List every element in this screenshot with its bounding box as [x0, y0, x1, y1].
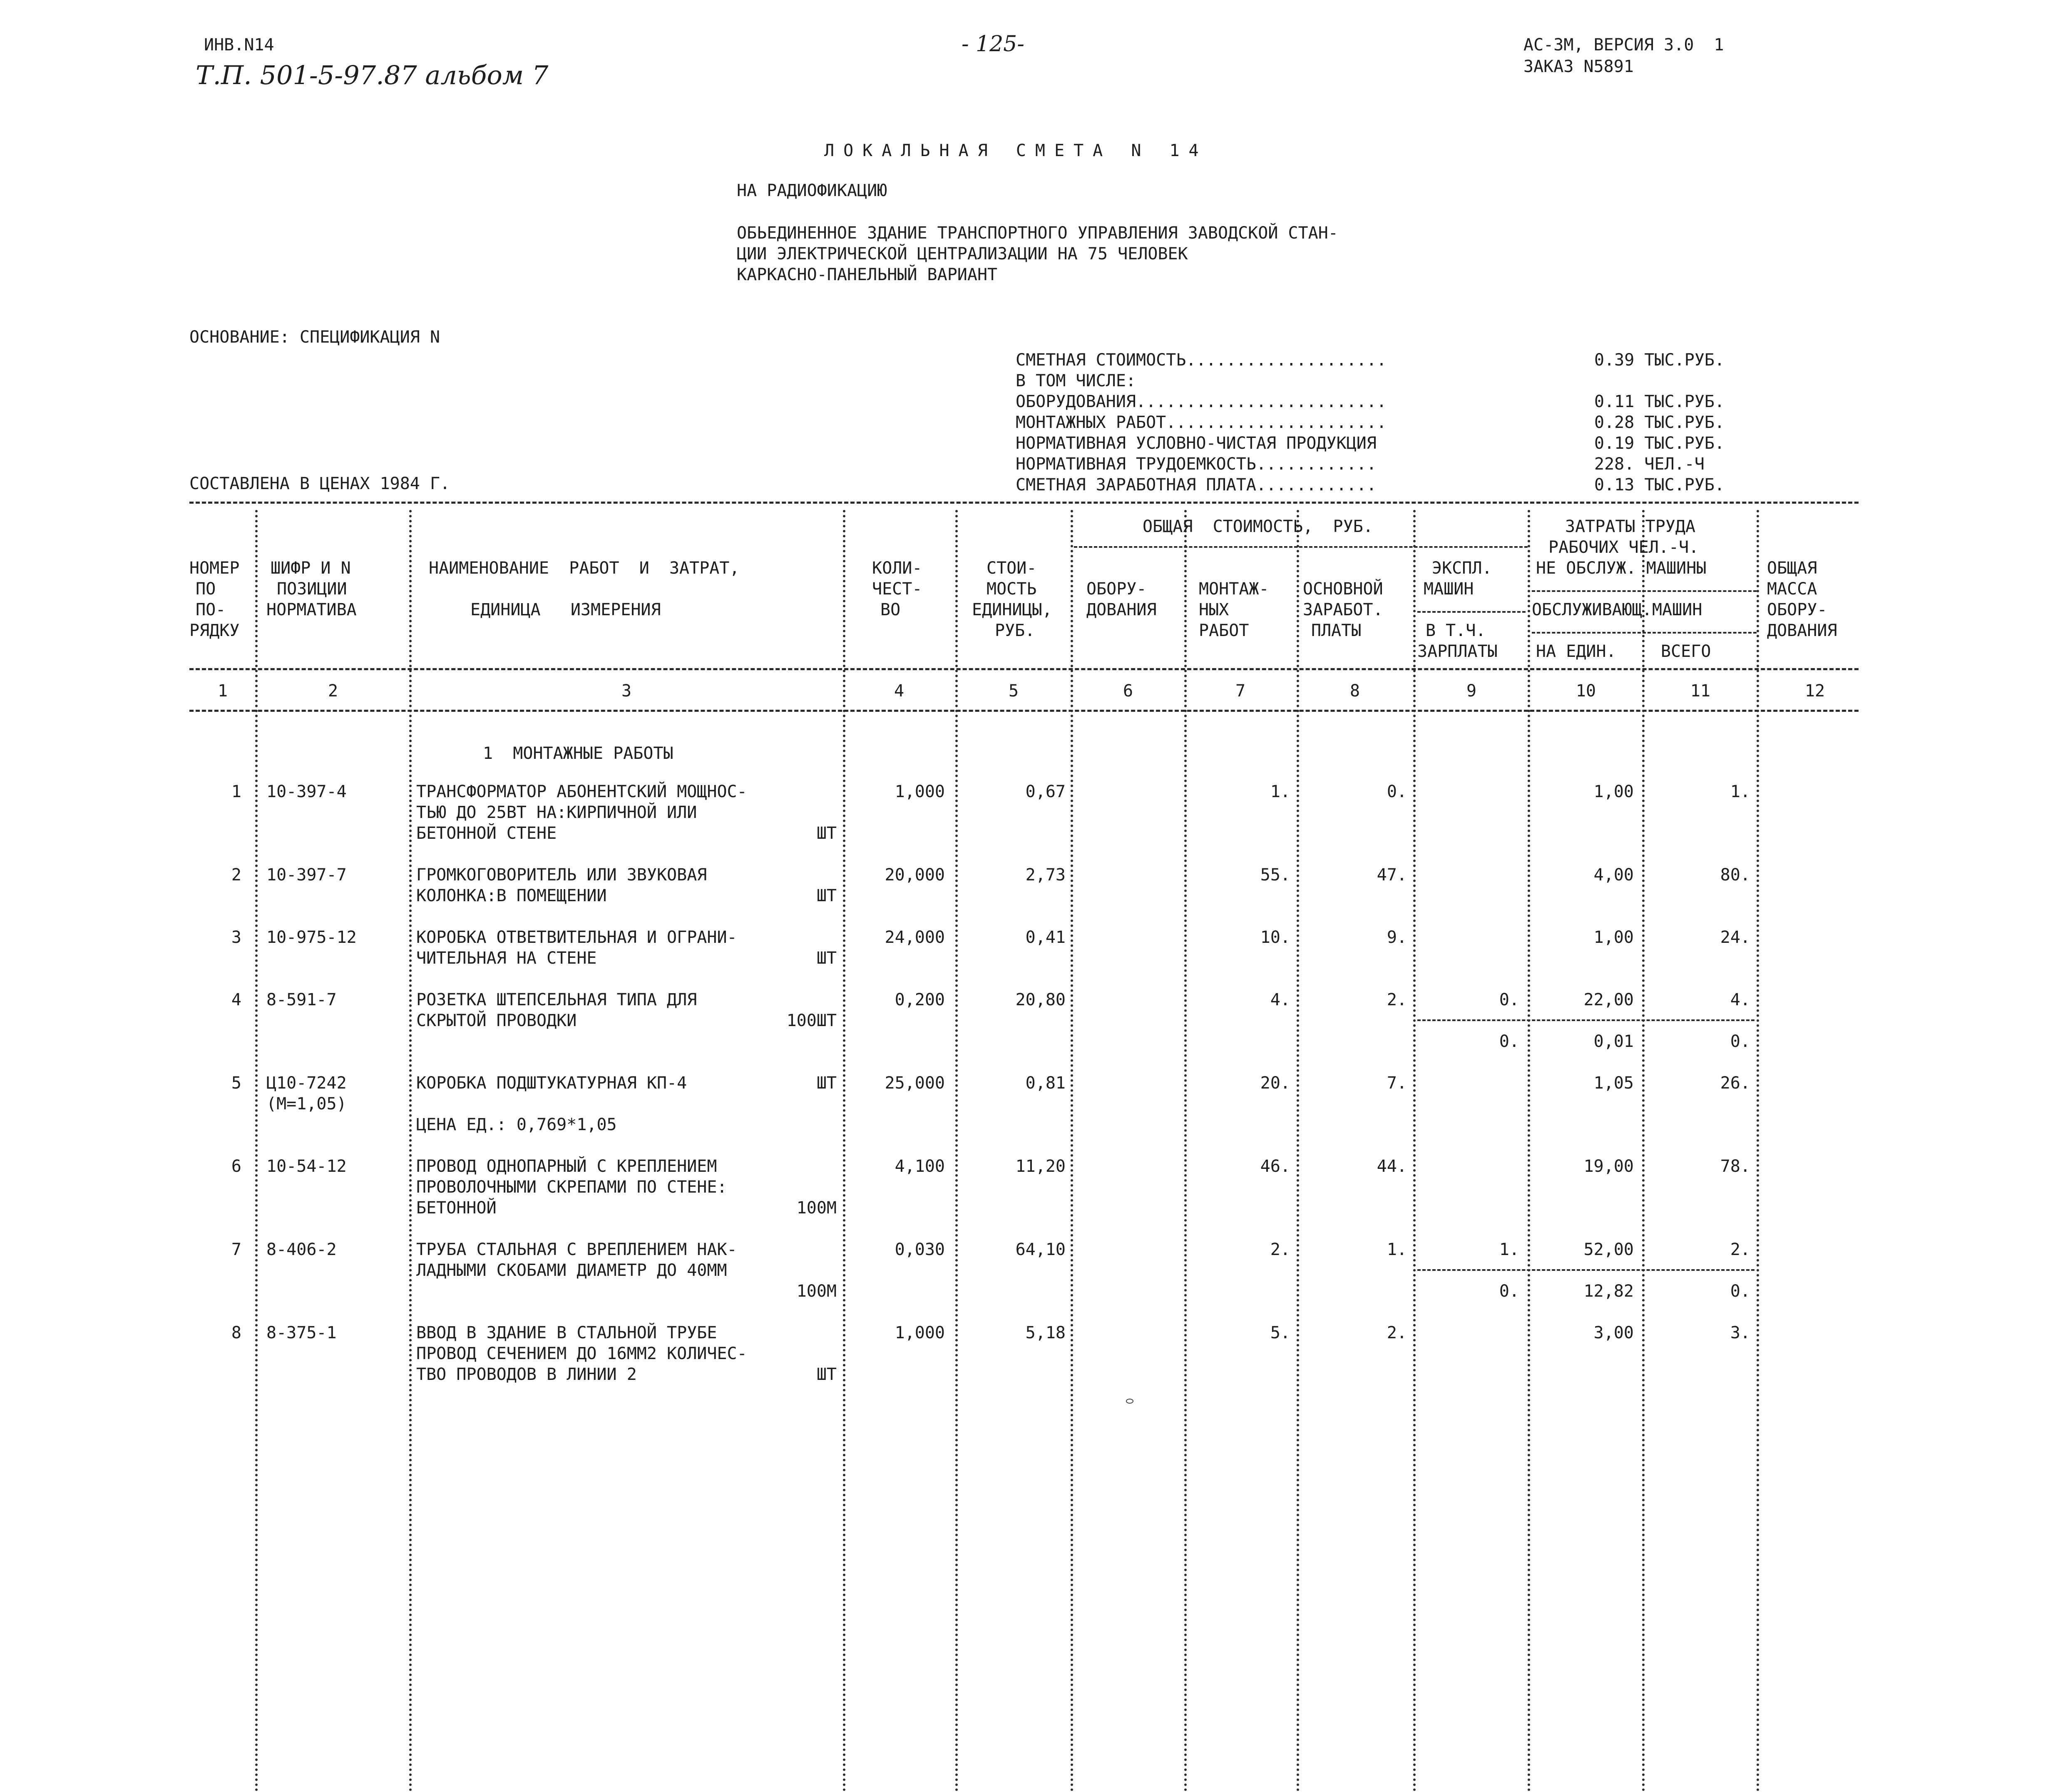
row-unit-price: 11,20	[1015, 1157, 1066, 1176]
row-unit: 100М	[796, 1198, 837, 1218]
col-12-header: ДОВАНИЯ	[1767, 621, 1837, 640]
row-basic-wage: 2.	[1387, 990, 1407, 1009]
row-number: 5	[231, 1074, 241, 1093]
row-labor-per-unit: 52,00	[1583, 1240, 1634, 1259]
labor-group-header: ЗАТРАТЫ ТРУДА	[1565, 517, 1696, 536]
row-labor-per-unit: 22,00	[1583, 990, 1634, 1009]
col-11-header: ВСЕГО	[1661, 642, 1711, 661]
row-installation-cost: 2.	[1270, 1240, 1290, 1259]
row-unit-price: 2,73	[1025, 865, 1066, 885]
row-code: 8-591-7	[266, 990, 337, 1009]
row-number: 8	[231, 1323, 241, 1342]
program-version: АС-3М, ВЕРСИЯ 3.0 1	[1523, 35, 1724, 55]
row-name-line: ТРУБА СТАЛЬНАЯ С ВРЕПЛЕНИЕМ НАК-	[416, 1240, 737, 1259]
cost-group-header: ОБЩАЯ СТОИМОСТЬ, РУБ.	[1143, 517, 1373, 536]
column-separator	[409, 510, 412, 1792]
row-installation-cost: 5.	[1270, 1323, 1290, 1342]
row-labor-per-unit: 3,00	[1593, 1323, 1634, 1342]
row-basic-wage: 44.	[1377, 1157, 1407, 1176]
row-sub-machine-wage: 0.	[1499, 1282, 1519, 1301]
summary-label: НОРМАТИВНАЯ ТРУДОЕМКОСТЬ............	[1016, 455, 1377, 474]
row-code: (М=1,05)	[266, 1094, 347, 1113]
row-number: 7	[231, 1240, 241, 1259]
row-basic-wage: 2.	[1387, 1323, 1407, 1342]
col-5-header: СТОИ-	[987, 559, 1037, 578]
row-labor-total: 1.	[1730, 782, 1750, 801]
col-2-header: НОРМАТИВА	[266, 600, 357, 619]
row-unit: ШТ	[816, 886, 837, 905]
row-labor-per-unit: 1,00	[1593, 782, 1634, 801]
column-separator	[1413, 510, 1416, 1792]
labor-group-header: РАБОЧИХ ЧЕЛ.-Ч.	[1548, 538, 1699, 557]
col-6-header: ДОВАНИЯ	[1086, 600, 1157, 619]
summary-label: СМЕТНАЯ ЗАРАБОТНАЯ ПЛАТА............	[1016, 475, 1377, 495]
summary-label: ОБОРУДОВАНИЯ.........................	[1016, 392, 1387, 411]
row-labor-per-unit: 4,00	[1593, 865, 1634, 885]
row-name-line: КОЛОНКА:В ПОМЕЩЕНИИ	[416, 886, 607, 905]
object-description-line-2: ЦИИ ЭЛЕКТРИЧЕСКОЙ ЦЕНТРАЛИЗАЦИИ НА 75 ЧЕЛОВЕК	[737, 244, 1188, 263]
row-basic-wage: 47.	[1377, 865, 1407, 885]
col-12-header: МАССА	[1767, 579, 1817, 599]
summary-label: СМЕТНАЯ СТОИМОСТЬ....................	[1016, 350, 1387, 370]
row-name-line: ПРОВОЛОЧНЫМИ СКРЕПАМИ ПО СТЕНЕ:	[416, 1178, 727, 1197]
column-separator	[1071, 510, 1073, 1792]
row-code: 8-406-2	[266, 1240, 337, 1259]
row-installation-cost: 55.	[1260, 865, 1290, 885]
row-labor-per-unit: 19,00	[1583, 1157, 1634, 1176]
row-name-line: ГРОМКОГОВОРИТЕЛЬ ИЛИ ЗВУКОВАЯ	[416, 865, 707, 885]
page-number: - 125-	[962, 32, 1024, 57]
column-number: 2	[328, 681, 338, 701]
col-1-header: ПО	[196, 579, 216, 599]
row-installation-cost: 4.	[1270, 990, 1290, 1009]
row-price-note: ЦЕНА ЕД.: 0,769*1,05	[416, 1115, 617, 1134]
row-machine-cost: 1.	[1499, 1240, 1519, 1259]
inventory-number: ИНВ.N14	[204, 35, 274, 55]
row-number: 4	[231, 990, 241, 1009]
labor-sub-header: НЕ ОБСЛУЖ. МАШИНЫ	[1536, 559, 1707, 578]
row-quantity: 1,000	[895, 1323, 945, 1342]
row-unit-price: 0,41	[1025, 928, 1066, 947]
object-description-line-3: КАРКАСНО-ПАНЕЛЬНЫЙ ВАРИАНТ	[737, 265, 998, 284]
row-sub-labor-per-unit: 0,01	[1593, 1032, 1634, 1051]
summary-value: 228. ЧЕЛ.-Ч	[1594, 455, 1705, 474]
column-number: 7	[1235, 681, 1246, 701]
basis-line: ОСНОВАНИЕ: СПЕЦИФИКАЦИЯ N	[189, 328, 440, 347]
row-unit: ШТ	[816, 1074, 837, 1093]
row-installation-cost: 20.	[1260, 1074, 1290, 1093]
row-unit: ШТ	[816, 1365, 837, 1384]
row-unit-price: 20,80	[1015, 990, 1066, 1009]
row-name-line: РОЗЕТКА ШТЕПСЕЛЬНАЯ ТИПА ДЛЯ	[416, 990, 697, 1009]
row-code: 8-375-1	[266, 1323, 337, 1342]
column-number: 3	[621, 681, 632, 701]
col-9-header: В Т.Ч.	[1426, 621, 1486, 640]
row-code: 10-397-4	[266, 782, 347, 801]
table-number-rule	[189, 710, 1859, 712]
row-sub-labor-per-unit: 12,82	[1583, 1282, 1634, 1301]
col-7-header: МОНТАЖ-	[1199, 579, 1269, 599]
col-3-header-unit: ЕДИНИЦА ИЗМЕРЕНИЯ	[470, 600, 661, 619]
col-7-header: НЫХ	[1199, 600, 1229, 619]
row-labor-total: 26.	[1720, 1074, 1750, 1093]
col-2-header: ШИФР И N	[271, 559, 351, 578]
row-labor-total: 80.	[1720, 865, 1750, 885]
col-5-header: ЕДИНИЦЫ,	[972, 600, 1052, 619]
row-unit: 100М	[796, 1282, 837, 1301]
column-separator	[1184, 510, 1187, 1792]
summary-value: 0.19 ТЫС.РУБ.	[1594, 434, 1725, 453]
col-1-header: НОМЕР	[189, 559, 240, 578]
col-1-header: ПО-	[196, 600, 226, 619]
col-8-header: ОСНОВНОЙ	[1303, 579, 1383, 599]
row-number: 2	[231, 865, 241, 885]
col-9-header: ЭКСПЛ.	[1432, 559, 1492, 578]
labor-sub-rule	[1532, 632, 1757, 634]
row-code: 10-397-7	[266, 865, 347, 885]
row-quantity: 24,000	[885, 928, 945, 947]
row-labor-total: 3.	[1730, 1323, 1750, 1342]
summary-label: НОРМАТИВНАЯ УСЛОВНО-ЧИСТАЯ ПРОДУКЦИЯ	[1016, 434, 1377, 453]
summary-value: 0.39 ТЫС.РУБ.	[1594, 350, 1725, 370]
object-description-line-1: ОБЬЕДИНЕННОЕ ЗДАНИЕ ТРАНСПОРТНОГО УПРАВЛЕНИЯ ЗАВОДСКОЙ СТАН-	[737, 224, 1338, 243]
row-labor-total: 24.	[1720, 928, 1750, 947]
order-number: ЗАКАЗ N5891	[1523, 57, 1634, 76]
labor-sub-rule	[1532, 590, 1757, 592]
row-number: 3	[231, 928, 241, 947]
column-separator	[255, 510, 258, 1792]
cost-group-rule	[1074, 546, 1528, 548]
col-6-header: ОБОРУ-	[1086, 579, 1147, 599]
row-name-line: ТВО ПРОВОДОВ В ЛИНИИ 2	[416, 1365, 637, 1384]
row-name-line: ТЬЮ ДО 25ВТ НА:КИРПИЧНОЙ ИЛИ	[416, 803, 697, 822]
row-name-line: ЧИТЕЛЬНАЯ НА СТЕНЕ	[416, 949, 597, 968]
row-name-line: ПРОВОД СЕЧЕНИЕМ ДО 16ММ2 КОЛИЧЕС-	[416, 1344, 747, 1363]
column-separator	[1528, 510, 1530, 1792]
row-unit: 100ШТ	[786, 1011, 837, 1030]
row-quantity: 4,100	[895, 1157, 945, 1176]
row-name-line: КОРОБКА ОТВЕТВИТЕЛЬНАЯ И ОГРАНИ-	[416, 928, 737, 947]
column-separator	[843, 510, 845, 1792]
row-name-line: ЛАДНЫМИ СКОБАМИ ДИАМЕТР ДО 40ММ	[416, 1261, 727, 1280]
col-9-header: МАШИН	[1424, 579, 1474, 599]
summary-value: 0.13 ТЫС.РУБ.	[1594, 475, 1725, 495]
row-code: 10-975-12	[266, 928, 357, 947]
summary-value: 0.11 ТЫС.РУБ.	[1594, 392, 1725, 411]
col-5-header: МОСТЬ	[987, 579, 1037, 599]
row-unit: ШТ	[816, 824, 837, 843]
row-installation-cost: 46.	[1260, 1157, 1290, 1176]
table-top-rule	[189, 502, 1859, 504]
row-number: 1	[231, 782, 241, 801]
column-separator	[1297, 510, 1299, 1792]
row-quantity: 0,030	[895, 1240, 945, 1259]
row-unit-price: 5,18	[1025, 1323, 1066, 1342]
column-separator	[1642, 510, 1645, 1792]
col-2-header: ПОЗИЦИИ	[277, 579, 347, 599]
col-7-header: РАБОТ	[1199, 621, 1249, 640]
row-basic-wage: 1.	[1387, 1240, 1407, 1259]
row-name-line: ПРОВОД ОДНОПАРНЫЙ С КРЕПЛЕНИЕМ	[416, 1157, 717, 1176]
row-labor-total: 78.	[1720, 1157, 1750, 1176]
column-separator	[1757, 510, 1759, 1792]
row-sub-machine-wage: 0.	[1499, 1032, 1519, 1051]
row-sub-labor-total: 0.	[1730, 1032, 1750, 1051]
row-quantity: 0,200	[895, 990, 945, 1009]
row-sub-rule	[1417, 1019, 1754, 1021]
column-number: 11	[1690, 681, 1711, 701]
project-reference: Т.П. 501-5-97.87 альбом 7	[196, 60, 549, 90]
column-number: 5	[1008, 681, 1019, 701]
row-unit-price: 0,81	[1025, 1074, 1066, 1093]
row-unit-price: 0,67	[1025, 782, 1066, 801]
column-number: 4	[894, 681, 905, 701]
row-unit-price: 64,10	[1015, 1240, 1066, 1259]
col-8-header: ЗАРАБОТ.	[1303, 600, 1383, 619]
col-8-header: ПЛАТЫ	[1311, 621, 1362, 640]
column-number: 12	[1804, 681, 1825, 701]
row-name-line: СКРЫТОЙ ПРОВОДКИ	[416, 1011, 577, 1030]
column-number: 10	[1575, 681, 1596, 701]
row-basic-wage: 7.	[1387, 1074, 1407, 1093]
row-number: 6	[231, 1157, 241, 1176]
labor-sub-header: ОБСЛУЖИВАЮЩ.МАШИН	[1532, 600, 1702, 619]
row-name-line: ТРАНСФОРМАТОР АБОНЕНТСКИЙ МОЩНОС-	[416, 782, 747, 801]
price-basis-line: СОСТАВЛЕНА В ЦЕНАХ 1984 Г.	[189, 474, 450, 493]
row-labor-per-unit: 1,05	[1593, 1074, 1634, 1093]
row-quantity: 1,000	[895, 782, 945, 801]
row-name-line: КОРОБКА ПОДШТУКАТУРНАЯ КП-4	[416, 1074, 687, 1093]
row-quantity: 20,000	[885, 865, 945, 885]
summary-label: В ТОМ ЧИСЛЕ:	[1016, 371, 1136, 390]
row-installation-cost: 10.	[1260, 928, 1290, 947]
row-code: 10-54-12	[266, 1157, 347, 1176]
col-9-header: ЗАРПЛАТЫ	[1417, 642, 1498, 661]
row-quantity: 25,000	[885, 1074, 945, 1093]
row-name-line: БЕТОННОЙ СТЕНЕ	[416, 824, 557, 843]
column-number: 1	[217, 681, 228, 701]
column-number: 6	[1123, 681, 1133, 701]
row-basic-wage: 9.	[1387, 928, 1407, 947]
col-1-header: РЯДКУ	[189, 621, 240, 640]
col-5-header: РУБ.	[995, 621, 1035, 640]
col-4-header: КОЛИ-	[872, 559, 922, 578]
document-subject: НА РАДИОФИКАЦИЮ	[737, 181, 887, 200]
row-sub-rule	[1417, 1269, 1754, 1271]
row-labor-per-unit: 1,00	[1593, 928, 1634, 947]
summary-value: 0.28 ТЫС.РУБ.	[1594, 413, 1725, 432]
document-title: ЛОКАЛЬНАЯ СМЕТА N 14	[824, 141, 1208, 160]
row-machine-cost: 0.	[1499, 990, 1519, 1009]
row-name-line: БЕТОННОЙ	[416, 1198, 497, 1218]
col-4-header: ЧЕСТ-	[872, 579, 922, 599]
col-12-header: ОБОРУ-	[1767, 600, 1827, 619]
col-9-rule	[1417, 611, 1526, 613]
table-head-rule	[189, 668, 1859, 670]
section-title: 1 МОНТАЖНЫЕ РАБОТЫ	[483, 744, 673, 763]
row-code: Ц10-7242	[266, 1074, 347, 1093]
row-name-line: ВВОД В ЗДАНИЕ В СТАЛЬНОЙ ТРУБЕ	[416, 1323, 717, 1342]
column-number: 9	[1466, 681, 1477, 701]
column-number: 8	[1349, 681, 1360, 701]
col-3-header: НАИМЕНОВАНИЕ РАБОТ И ЗАТРАТ,	[429, 559, 740, 578]
summary-label: МОНТАЖНЫХ РАБОТ......................	[1016, 413, 1387, 432]
row-sub-labor-total: 0.	[1730, 1282, 1750, 1301]
column-separator	[955, 510, 958, 1792]
col-4-header: ВО	[880, 600, 901, 619]
row-labor-total: 4.	[1730, 990, 1750, 1009]
scan-mark	[1126, 1399, 1133, 1404]
row-installation-cost: 1.	[1270, 782, 1290, 801]
row-basic-wage: 0.	[1387, 782, 1407, 801]
col-10-header: НА ЕДИН.	[1536, 642, 1616, 661]
col-12-header: ОБЩАЯ	[1767, 559, 1817, 578]
row-labor-total: 2.	[1730, 1240, 1750, 1259]
row-unit: ШТ	[816, 949, 837, 968]
